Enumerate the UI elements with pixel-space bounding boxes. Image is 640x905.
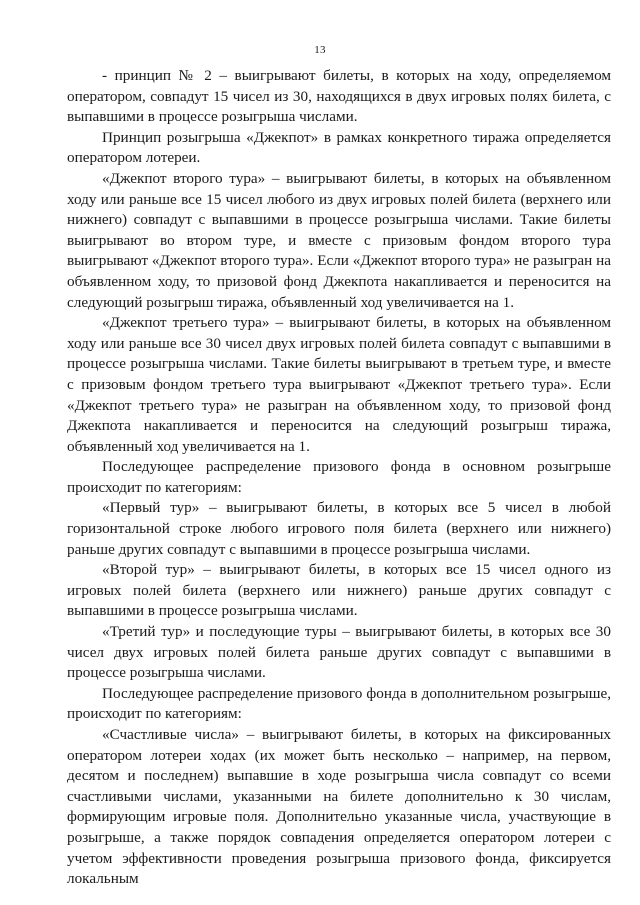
paragraph-jackpot-third-round: «Джекпот третьего тура» – выигрывают билеты, в которых на объявленном ходу или раньше все 30 чисел двух игровых полей билета совпадут с выпавшими в процессе розыгрыша числами. Такие билеты выигрывают в третьем туре, и вместе с призовым фондом третьего тура выигрывают «Джекпот третьего тура». Если «Джекпот третьего тура» не разыгран на объявленном ходу, то призовой фонд Джекпота накапливается и переносится на следующий розыгрыш тиража, объявленный ход увеличивается на 1. (67, 314, 611, 455)
paragraph-second-round: «Второй тур» – выигрывают билеты, в которых все 15 чисел одного из игровых полей билета (верхнего или нижнего) раньше других совпадут с выпавшими в процессе розыгрыша числами. (67, 561, 611, 620)
paragraph-lucky-numbers: «Счастливые числа» – выигрывают билеты, в которых на фиксированных оператором лотереи ходах (их может быть несколько – например, на первом, десятом и последнем) выпавшие в ходе розыгрыша числа совпадут со всеми счастливыми числами, указанными на билете дополнительно к 30 числам, формирующим игровые поля. Дополнительно указанные числа, участвующие в розыгрыше, а также порядок совпадения определяется оператором лотереи с учетом эффективности проведения розыгрыша призового фонда, фиксируется локальным (67, 726, 611, 888)
paragraph-jackpot-second-round: «Джекпот второго тура» – выигрывают билеты, в которых на объявленном ходу или раньше все 15 чисел любого из двух игровых полей билета (верхнего или нижнего) совпадут с выпавшими в процессе розыгрыша числами. Такие билеты выигрывают во втором туре, и вместе с призовым фондом второго тура выигрывают «Джекпот второго тура». Если «Джекпот второго тура» не разыгран на объявленном ходу, то призовой фонд Джекпота накапливается и переносится на следующий розыгрыш тиража, объявленный ход увеличивается на 1. (67, 169, 611, 311)
paragraph-jackpot-principle: Принцип розыгрыша «Джекпот» в рамках конкретного тиража определяется оператором лотереи. (67, 128, 611, 167)
paragraph-first-round: «Первый тур» – выигрывают билеты, в которых все 5 чисел в любой горизонтальной строке любого игрового поля билета (верхнего или нижнего) раньше других совпадут с выпавшими в процессе розыгрыша числами. (67, 499, 611, 558)
paragraph-main-distribution: Последующее распределение призового фонда в основном розыгрыше происходит по категориям: (67, 458, 611, 496)
paragraph-principle-2: - принцип № 2 – выигрывают билеты, в которых на ходу, определяемом оператором, совпадут 15 чисел из 30, находящихся в двух игровых полях билета, с выпавшими в процессе розыгрыша числами. (67, 67, 611, 126)
paragraph-additional-distribution: Последующее распределение призового фонда в дополнительном розыгрыше, происходит по категориям: (67, 684, 611, 723)
document-body (67, 66, 611, 890)
paragraph-third-round: «Третий тур» и последующие туры – выигрывают билеты, в которых все 30 чисел двух игровых полей билета раньше других совпадут с выпавшими в процессе розыгрыша числами. (67, 623, 611, 682)
page-number: 13 (314, 44, 326, 56)
